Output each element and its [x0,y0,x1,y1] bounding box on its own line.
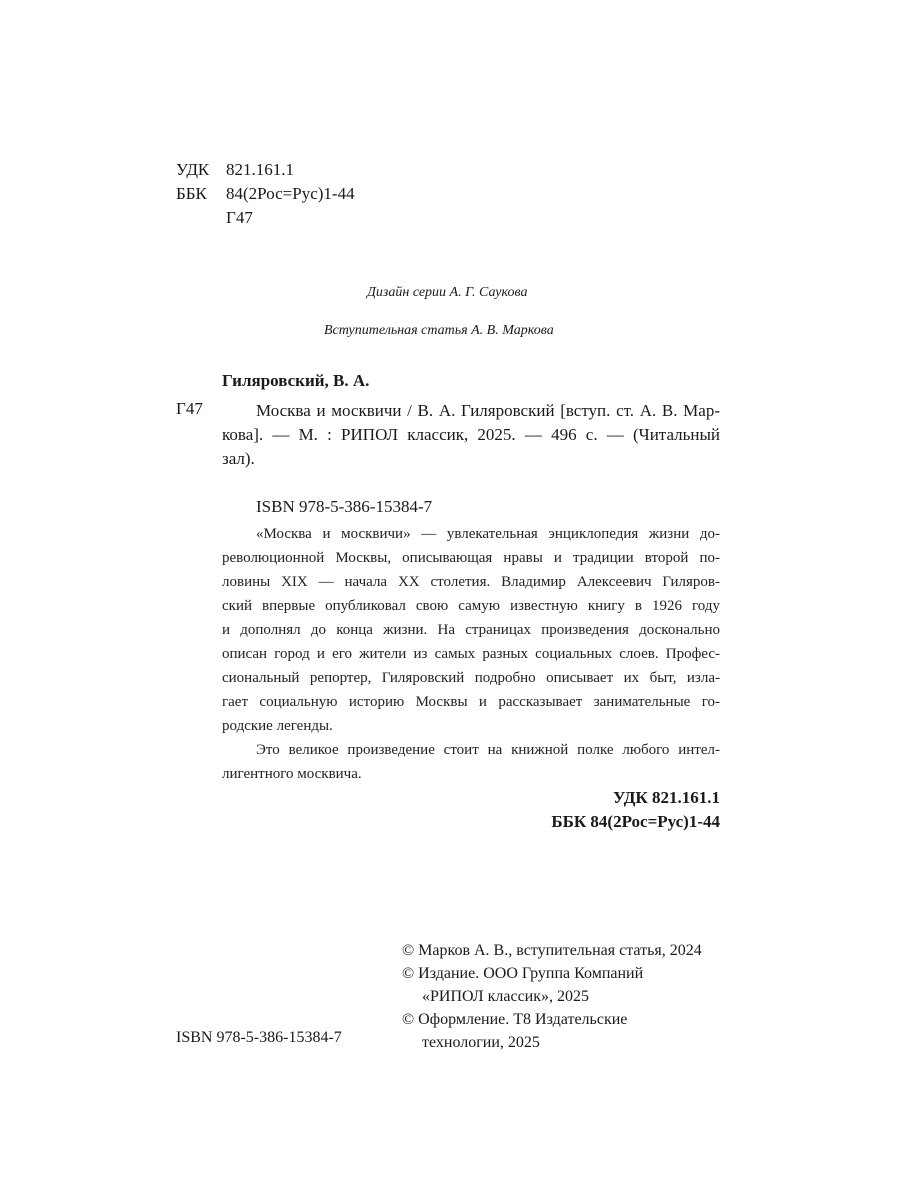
bibliographic-author-mark: Г47 [176,399,203,418]
bib-line: зал). [222,449,255,468]
copyright-line: © Оформление. Т8 Издательские [402,1011,628,1028]
bbk-label: ББК [176,184,207,203]
udk-row [176,158,355,182]
udk-label: УДК [176,160,210,179]
bibliographic-description [222,399,720,471]
annotation-line: Это великое произведение стоит на книжной полке любого интел- [256,742,720,758]
annotation-line: «Москва и москвичи» — увлекательная энциклопедия жизни до- [256,526,720,542]
introduction-credit: Вступительная статья А. В. Маркова [324,323,554,338]
series-design-credit: Дизайн серии А. Г. Саукова [367,285,528,300]
annotation-line: гает социальную историю Москвы и рассказывает занимательные го- [222,694,720,710]
isbn-bottom: ISBN 978-5-386-15384-7 [176,1029,342,1046]
classification-codes-right [551,786,720,834]
bbk-row [176,182,355,206]
copyright-line: © Издание. ООО Группа Компаний [402,965,644,982]
annotation-line: родские легенды. [222,718,333,734]
classification-block [176,158,355,230]
annotation [222,522,720,786]
annotation-line: описан город и его жители из самых разных социальных слоев. Профес- [222,646,720,662]
copyright-line: «РИПОЛ классик», 2025 [422,988,590,1005]
udk-value: 821.161.1 [226,160,294,179]
bib-line: кова]. — М. : РИПОЛ классик, 2025. — 496 с. — (Читальный [222,425,720,444]
annotation-line: сиональный репортер, Гиляровский подробно описывает их быт, изла- [222,670,720,686]
copyright-block [402,939,702,1054]
annotation-line: ловины XIX — начала XX столетия. Владимир Алексеевич Гиляров- [222,574,720,590]
bbk-code: ББК 84(2Рос=Рус)1-44 [551,812,720,831]
isbn-main: ISBN 978-5-386-15384-7 [256,497,433,516]
annotation-line: революционной Москвы, описывающая нравы и традиции второй по- [222,550,720,566]
author-mark: Г47 [226,208,253,227]
annotation-line: и дополнял до конца жизни. На страницах произведения досконально [222,622,720,638]
bbk-value: 84(2Рос=Рус)1-44 [226,184,355,203]
udk-code: УДК 821.161.1 [612,788,720,807]
bib-line: Москва и москвичи / В. А. Гиляровский [вступ. ст. А. В. Мар- [256,401,720,420]
author-heading: Гиляровский, В. А. [222,371,370,390]
author-mark-row [176,206,355,230]
annotation-line: лигентного москвича. [222,766,362,782]
annotation-line: ский впервые опубликовал свою самую известную книгу в 1926 году [222,598,720,614]
copyright-line: технологии, 2025 [422,1034,540,1051]
copyright-line: © Марков А. В., вступительная статья, 2024 [402,942,702,959]
